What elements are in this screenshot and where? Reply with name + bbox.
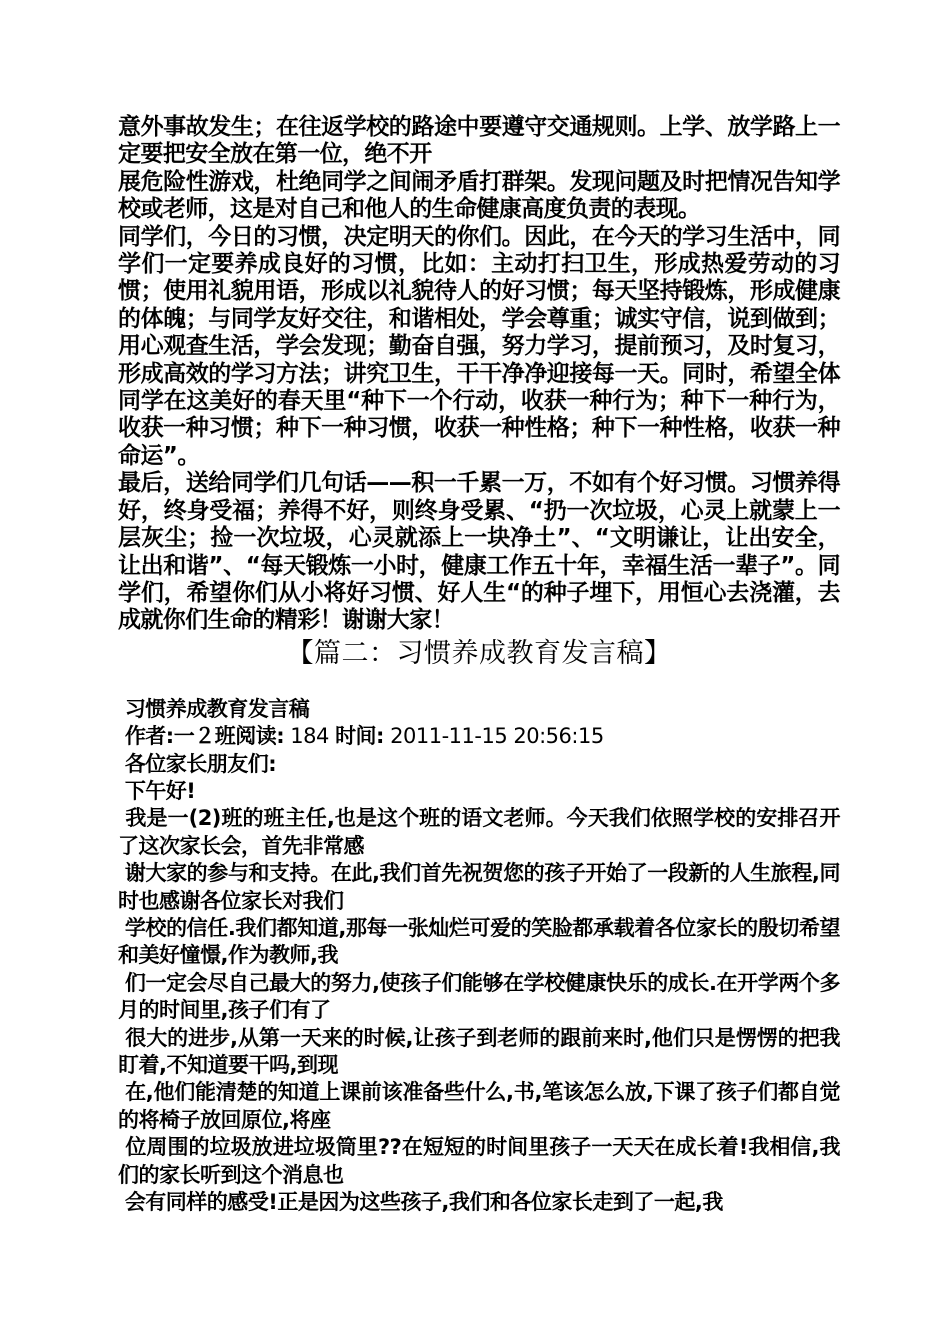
paragraph: 我是一(2)班的班主任,也是这个班的语文老师。今天我们依照学校的安排召开了这次家长会，首先非常感 — [118, 806, 840, 858]
paragraph: 最后，送给同学们几句话——积一千累一万，不如有个好习惯。习惯养得好，终身受福；养得不好，则终身受累、“扔一次垃圾，心灵上就蒙上一层灰尘；捡一次垃圾，心灵就添上一块净土”、“文明谦让，让出安全，让出和谐”、“每天锻炼一小时，健康工作五十年，幸福生活一辈子”。同学们，希望你们从小将好习惯、好人生“的种子埋下，用恒心去浇灌，去成就你们生命的精彩！谢谢大家！ — [118, 470, 840, 634]
document-page — [118, 114, 840, 1216]
reads-value: 184 — [284, 724, 336, 749]
article-title: 习惯养成教育发言稿 — [124, 696, 310, 721]
paragraph: 位周围的垃圾放进垃圾筒里??在短短的时间里孩子一天天在成长着!我相信,我们的家长听到这个消息也 — [118, 1135, 841, 1187]
paragraph: 同学们，今日的习惯，决定明天的你们。因此，在今天的学习生活中，同学们一定要养成良好的习惯，比如：主动打扫卫生，形成热爱劳动的习惯；使用礼貌用语，形成以礼貌待人的好习惯；每天坚持锻炼，形成健康的体魄；与同学友好交往，和谐相处，学会尊重；诚实守信，说到做到；用心观查生活，学会发现；勤奋自强，努力学习，提前预习，及时复习，形成高效的学习方法；讲究卫生，干干净净迎接每一天。同时，希望全体同学在这美好的春天里“种下一个行动，收获一种行为；种下一种行为，收获一种习惯；种下一种习惯，收获一种性格；种下一种性格，收获一种命运”。 — [118, 223, 840, 469]
paragraph: 们一定会尽自己最大的努力,使孩子们能够在学校健康快乐的成长.在开学两个多月的时间里,孩子们有了 — [118, 970, 841, 1023]
reads-label: 阅读: — [235, 724, 285, 749]
paragraph: 在,他们能清楚的知道上课前该准备些什么,书,笔该怎么放,下课了孩子们都自觉的将椅子放回原位,将座 — [118, 1080, 840, 1132]
section-title: 【篇二：习惯养成教育发言稿】 — [286, 637, 672, 669]
paragraph: 会有同样的感受!正是因为这些孩子,我们和各位家长走到了一起,我 — [124, 1190, 723, 1215]
article-meta — [118, 723, 840, 750]
greeting: 各位家长朋友们: — [124, 751, 277, 776]
paragraph: 意外事故发生；在往返学校的路途中要遵守交通规则。上学、放学路上一定要把安全放在第一位，绝不开 — [118, 114, 840, 168]
paragraph: 展危险性游戏，杜绝同学之间闹矛盾打群架。发现问题及时把情况告知学校或老师，这是对自己和他人的生命健康高度负责的表现。 — [118, 168, 840, 223]
paragraph: 谢大家的参与和支持。在此,我们首先祝贺您的孩子开始了一段新的人生旅程,同时也感谢各位家长对我们 — [118, 861, 841, 913]
time-value: 2011-11-15 20:56:15 — [383, 724, 604, 749]
paragraph: 很大的进步,从第一天来的时候,让孩子到老师的跟前来时,他们只是愣愣的把我盯着,不知道要干吗,到现 — [118, 1025, 840, 1077]
author-value: 一２班 — [173, 724, 236, 749]
speech-part-one — [118, 114, 840, 635]
speech-part-two — [118, 696, 840, 1217]
salutation: 下午好! — [124, 778, 196, 803]
author-label: 作者: — [124, 724, 174, 749]
paragraph: 学校的信任.我们都知道,那每一张灿烂可爱的笑脸都承载着各位家长的殷切希望和美好憧憬,作为教师,我 — [118, 915, 841, 968]
time-label: 时间: — [335, 724, 384, 749]
